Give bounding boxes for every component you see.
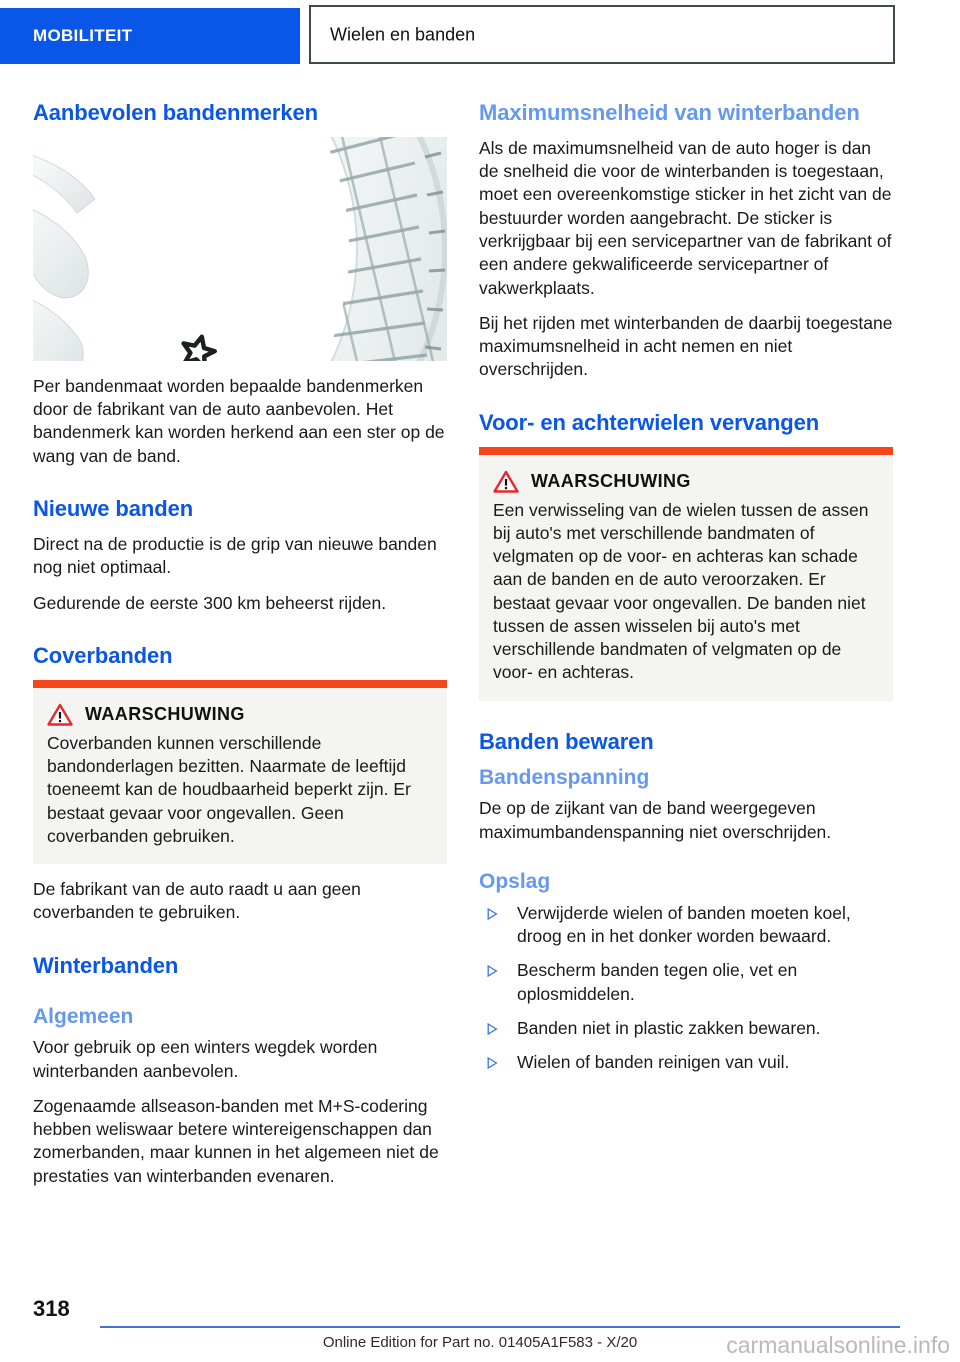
paragraph-bandenspanning: De op de zijkant van de band weergegeven maximumbandenspanning niet overschrijden. — [479, 798, 832, 842]
heading-banden-bewaren: Banden bewaren — [479, 728, 654, 754]
site-watermark: carmanualsonline.info — [726, 1332, 950, 1358]
paragraph-maximumsnelheid-2: Bij het rijden met winterbanden de daarbij toegestane maximumsnelheid in acht nemen en niet overschrijden. — [479, 312, 893, 380]
triangle-bullet-icon — [487, 1023, 498, 1035]
section-title: Wielen en banden — [330, 24, 476, 44]
page-footer — [0, 1296, 960, 1362]
heading-maximumsnelheid: Maximumsnelheid van winterbanden — [479, 100, 860, 125]
tire-sidewall-illustration — [33, 137, 447, 361]
warning-text: Een verwisseling van de wielen tussen de assen bij auto's met verschillende bandmaten of velgmaten op de voor- en achteras kan schade aan de banden en de auto veroorzaken. Er bestaat gevaar voor ongevallen. De banden niet tussen de assen wisselen bij auto's met verschillende bandmaten of velgmaten op de voor- en achteras. — [493, 499, 869, 683]
list-item — [479, 959, 893, 1006]
subheading-opslag: Opslag — [479, 869, 551, 893]
triangle-bullet-icon — [487, 908, 498, 920]
paragraph-algemeen-1: Voor gebruik op een winters wegdek worden winterbanden aanbevolen. — [33, 1037, 378, 1081]
list-item-label: Banden niet in plastic zakken bewaren. — [517, 1017, 821, 1038]
paragraph-bandenmerken: Per bandenmaat worden bepaalde bandenmerken door de fabrikant van de auto aanbevolen. Het bandenmerk kan worden herkend aan een ster op de wang van de band. — [33, 375, 445, 466]
triangle-bullet-icon — [487, 965, 498, 977]
paragraph-nieuwe-banden-1: Direct na de productie is de grip van nieuwe banden nog niet optimaal. — [33, 533, 437, 578]
list-item-label: Verwijderde wielen of banden moeten koel, droog en in het donker worden bewaard. — [517, 902, 851, 946]
warning-text: Coverbanden kunnen verschillende bandonderlagen bezitten. Naarmate de leeftijd toeneemt kan de houdbaarheid beperkt zijn. Er bestaat gevaar voor ongevallen. Geen coverbanden gebruiken. — [47, 732, 411, 846]
page-header — [0, 8, 960, 64]
footer-divider — [100, 1326, 900, 1328]
paragraph-nieuwe-banden-2: Gedurende de eerste 300 km beheerst rijden. — [33, 592, 387, 613]
paragraph-maximumsnelheid-1: Als de maximumsnelheid van de auto hoger is dan de snelheid die voor de winterbanden is toegestaan, moet een overeenkomstige sticker in het zicht van de bestuurder worden aangebracht. De sticker is verkrijgbaar bij een servicepartner van de fabrikant of een andere gekwalificeerde servicepartner of vakwerkplaats. — [479, 137, 892, 298]
subheading-algemeen: Algemeen — [33, 1004, 134, 1028]
subheading-bandenspanning: Bandenspanning — [479, 765, 650, 789]
triangle-bullet-icon — [487, 1057, 498, 1069]
paragraph-coverbanden: De fabrikant van de auto raadt u aan geen coverbanden te gebruiken. — [33, 879, 361, 923]
heading-winterbanden: Winterbanden — [33, 952, 179, 978]
opslag-bullet-list — [479, 902, 893, 1075]
paragraph-algemeen-2: Zogenaamde allseason-banden met M+S-codering hebben weliswaar betere wintereigenschappen dan zomerbanden, maar kunnen in het algemeen niet de prestaties van winterbanden evenaren. — [33, 1095, 439, 1186]
warning-header — [479, 455, 893, 499]
warning-accent-bar — [33, 680, 447, 688]
warning-box-wielen-vervangen — [479, 447, 893, 701]
chapter-label: MOBILITEIT — [33, 26, 133, 45]
warning-box-coverbanden — [33, 680, 447, 864]
warning-header — [33, 688, 447, 732]
warning-triangle-icon — [47, 703, 73, 726]
list-item — [479, 1051, 893, 1074]
edition-note: Online Edition for Part no. 01405A1F583 - X/20 — [322, 1334, 638, 1351]
heading-voor-achterwielen-vervangen: Voor- en achterwielen vervangen — [479, 409, 820, 435]
list-item — [479, 902, 893, 949]
list-item — [479, 1017, 893, 1040]
chapter-banner — [0, 8, 300, 64]
warning-title: WAARSCHUWING — [85, 703, 245, 724]
left-column — [33, 100, 447, 1200]
warning-accent-bar — [479, 447, 893, 455]
page-number: 318 — [33, 1296, 70, 1321]
warning-title: WAARSCHUWING — [531, 470, 691, 491]
heading-coverbanden: Coverbanden — [33, 642, 173, 668]
list-item-label: Wielen of banden reinigen van vuil. — [517, 1052, 790, 1073]
warning-triangle-icon — [493, 470, 519, 493]
heading-aanbevolen-bandenmerken: Aanbevolen bandenmerken — [33, 100, 318, 125]
heading-nieuwe-banden: Nieuwe banden — [33, 496, 194, 522]
right-column — [479, 100, 893, 1085]
list-item-label: Bescherm banden tegen olie, vet en oplosmiddelen. — [517, 960, 798, 1004]
section-title-box — [309, 5, 895, 64]
